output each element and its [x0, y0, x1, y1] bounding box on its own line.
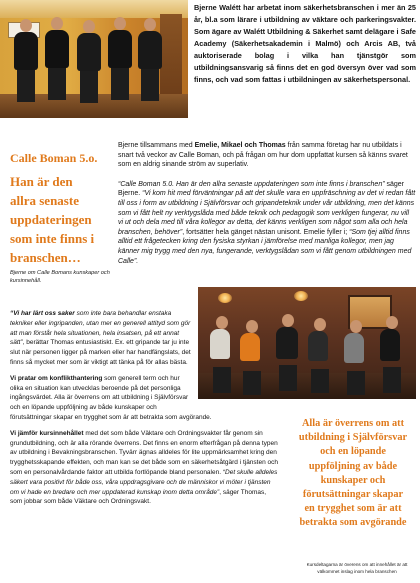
pullquote-line: kunskaper och [320, 474, 386, 486]
pullquote-line: branschen… [10, 250, 81, 265]
pullquote-line: uppföljning av både [308, 460, 398, 472]
sidebar-caption: Bjerne om Calle Bomans kunskaper och kursinnehåll. [10, 270, 110, 284]
pullquote-line: uppdateringen [10, 212, 92, 227]
person-figure [276, 327, 298, 359]
quote-text: “Calle Boman 5.0. Han är den allra senaste uppdateringen som inte finns i branschen” [118, 180, 385, 188]
body-text: med det som både Väktare och Ordningsvakter får genom sin grundutbildning, och är alla rörande överrens. Det finns en enorm efterfrågan på denna typen av utbildning i Bevakningsbranschen. Tyvärr ägnas alldeles för lite uppmärksamhet kring den trygghetsskapande effekten, och man kan se det både som en säkerhetsåtgärd i tjänsten och som en personalvårdande faktor att utbilda fortlöpande bland personalen. [10, 429, 278, 476]
pullquote-line: allra senaste [10, 193, 79, 208]
quote-attribution: säger Bjerne. [118, 180, 405, 198]
sidebar-pullquote [10, 172, 114, 267]
pullquote-line: Han är den [10, 174, 73, 189]
photo-lamp [218, 293, 232, 303]
pullquote [290, 417, 416, 531]
intro-paragraph: Bjerne Walétt har arbetat inom säkerhetsbranschen i mer än 25 år, bl.a som lärare i utbildning av väktare och parkeringsvakter. Som ägare av Walétt Utbildning & Säkerhet samt delägare i Safe Academy (Säkerhetsakademin i Malmö) och Arcis AB, två auktoriserade bolag i vilka han tjänstgör som utbildningsansvarig så finns det en god översyn över vad som finns, och vad som fattas i utbildningen av säkerhetspersonal. [194, 3, 416, 84]
lead-text: från samma företag har nu utbildats i snart två veckor av Calle Boman, och på frågan om hur dom uppfattat kursen så känns svaret som en aldrig sinande ström av superlativ. [118, 142, 408, 169]
person-figure [45, 30, 69, 68]
body-quote: “Det skulle alldeles säkert vara positivt för både oss, våra uppdragsgivare och de människor vi möter i tjänsten om vi hade en bredare och mer uppdaterad kunskap inom detta område” [10, 468, 278, 496]
photo-caption: Kursdeltagarna är överens om att innehållet är att välkommet inslag inom hela branschen [306, 562, 408, 574]
sidebar [10, 150, 114, 285]
body-text: som generell term och hur olika en situation kan utvecklas beroende på det personliga ingångsvärdet. Alla är överrens om att utbildning i Självförsvar och en löpande uppföljning av både kunskaper och förutsättningar skapar en trygghet som är att betrakta som avgörande. [10, 374, 212, 421]
quote-attribution: , fortsätter hela gänget nästan unisont. Emelie fyller i; [182, 228, 350, 236]
person-figure [380, 329, 400, 361]
person-figure [240, 333, 260, 361]
participant-names: Emelie, Mikael och Thomas [194, 142, 286, 149]
pullquote-line: betrakta som avgörande [299, 517, 407, 529]
body-quote: som inte bara behandlar enstaka tekniker eller ingripanden, utan mer en generell attityd som gör att man förstår hela situationen, hela insatsen, på ett annat sätt” [10, 310, 191, 347]
quote-text: “Vi kom hit med förväntningar på att det skulle vara en uppfräschning av det vi redan fått till oss i form av utbildning i Självförsvar och gripandeteknik under vår utbildning, men det känns som vi fått helt ny verktygslåda med både teknik och pedagogik som verkligen fungerar, nu vill vi ut och dela med till våra kollegor av detta, det känns verkligen som något som alla och hela branschen, behöver” [118, 190, 416, 236]
team-photo [0, 0, 188, 118]
lead-paragraph [118, 141, 416, 170]
body-text: , säger Thomas, som jobbar som både Väktare och Ordningsvakt. [10, 488, 267, 506]
paragraph-lead: Vi pratar om konflikthantering [10, 374, 103, 382]
paragraph-lead: Vi jämför kursinnehållet [10, 429, 84, 437]
body-text: , berättar Thomas entusiastiskt. Ex. ett gripande tar ju inte slut när personen ligger på marken eller har handfängslats, det finns så mycket mer som är viktigt att tänka på för allas bästa. [10, 339, 191, 366]
person-figure [138, 31, 162, 69]
middle-column [118, 141, 416, 266]
paragraph-lead: “Vi har lärt oss saker [10, 310, 75, 317]
pullquote-line: utbildning i Självförsvar [298, 432, 408, 444]
lead-text: Bjerne tillsammans med [118, 142, 195, 149]
pullquote-line: som inte finns i [10, 231, 95, 246]
photo-lamp [294, 291, 308, 301]
person-figure [14, 32, 38, 70]
pullquote-line: förutsättningar skapar [302, 489, 404, 501]
person-figure [77, 33, 101, 71]
pullquote-line: och en löpande [320, 446, 386, 458]
photo-door [160, 14, 182, 96]
person-figure [308, 331, 328, 361]
training-photo [198, 287, 416, 399]
quote-paragraph [118, 180, 416, 266]
person-figure [344, 333, 364, 363]
sidebar-title: Calle Boman 5.o. [10, 151, 98, 165]
person-figure [210, 329, 230, 359]
pullquote-line: Alla är överrens om att [302, 418, 404, 429]
lower-section [10, 287, 416, 531]
pullquote-line: en trygghet som är att [304, 503, 402, 515]
person-figure [108, 30, 132, 68]
quote-text: “Som tjej alltid finns alltid ett frågetecken kring den fysiska styrkan i jämförelse med manliga kollegor, men jag känner mig trygg med den nya, fungerande, verktygslådan som vi fått genom utbildningen med Calle”. [118, 228, 412, 265]
